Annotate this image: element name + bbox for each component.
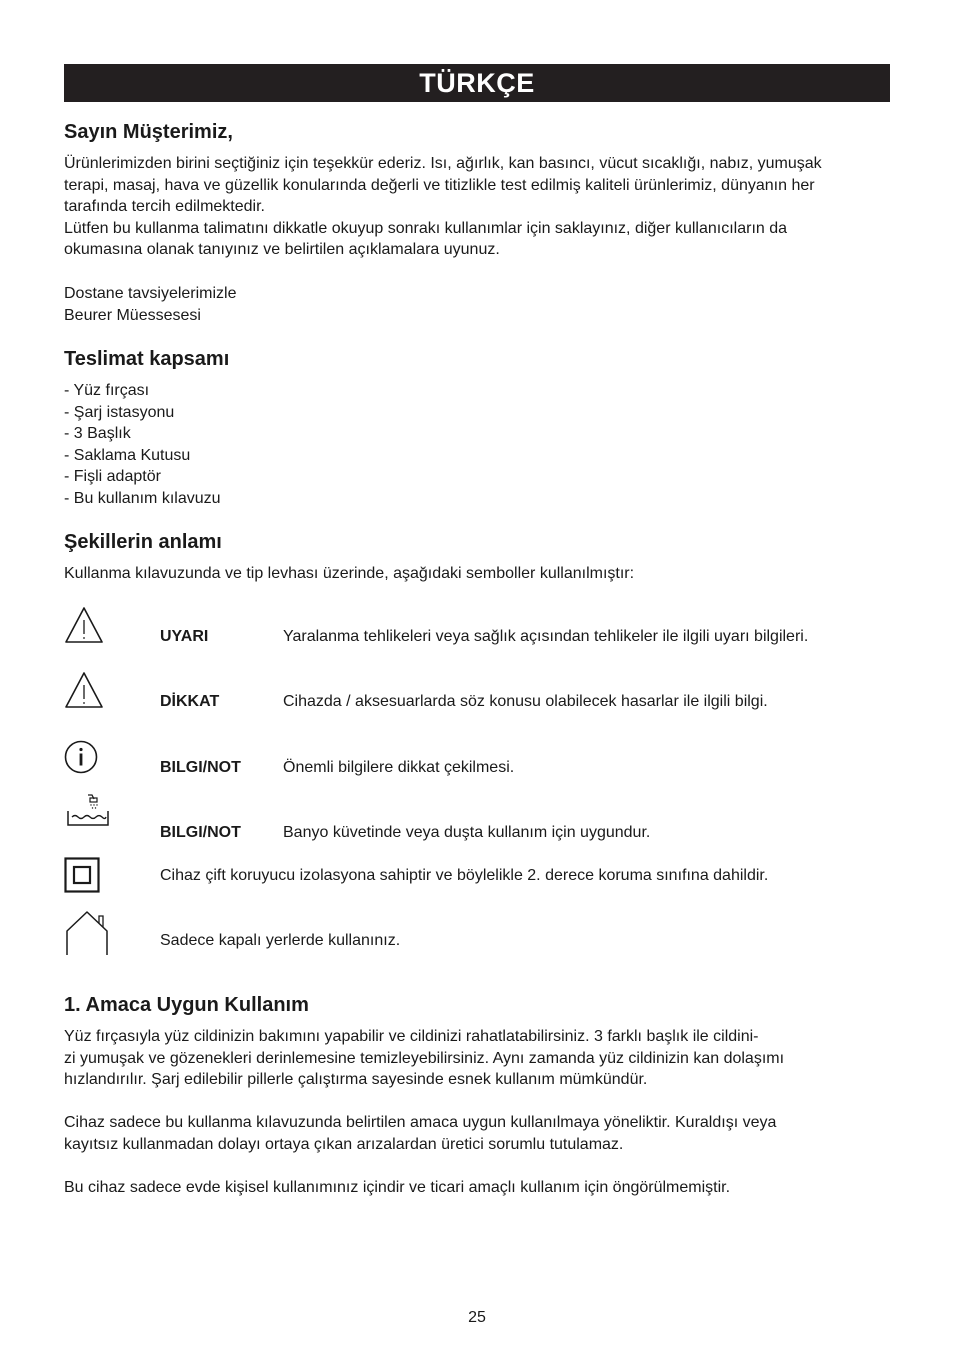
symbols-intro-text: Kullanma kılavuzunda ve tip levhası üzerinde, aşağıdaki semboller kullanılmıştır:: [64, 565, 635, 582]
closing-line: Dostane tavsiyelerimizle: [64, 285, 237, 302]
symbol-label: BILGI/NOT: [160, 759, 241, 776]
list-item: - Bu kullanım kılavuzu: [64, 489, 221, 507]
greeting-closing: [64, 283, 894, 326]
bath-shower-icon: [64, 793, 112, 829]
usage-paragraph-2: [64, 1112, 894, 1155]
info-icon: [64, 740, 98, 774]
greeting-heading: Sayın Müşterimiz,: [64, 121, 233, 143]
symbol-label: DİKKAT: [160, 693, 220, 710]
greeting-line: okumasına olanak tanıyınız ve belirtilen açıklamalara uyunuz.: [64, 241, 500, 259]
list-item: - Şarj istasyonu: [64, 403, 175, 421]
usage-line: zi yumuşak ve gözenekleri derinlemesine temizleyebilirsiniz. Aynı zamanda yüz cildinizin kan dolaşımı: [64, 1049, 785, 1067]
greeting-line: terapi, masaj, hava ve güzellik konularında değerli ve titizlikle test edilmiş kaliteli ürünlerimiz, dünyanın her: [64, 176, 815, 194]
usage-line: Yüz fırçasıyla yüz cildinizin bakımını yapabilir ve cildinizi rahatlatabilirsiniz. 3 farklı başlık ile cildini-: [64, 1028, 759, 1045]
language-title-bar: [64, 64, 890, 102]
greeting-paragraph: [64, 153, 894, 261]
delivery-heading: Teslimat kapsamı: [64, 348, 230, 370]
list-item: - 3 Başlık: [64, 425, 131, 443]
symbols-intro: [64, 563, 894, 585]
symbol-description: Cihazda / aksesuarlarda söz konusu olabilecek hasarlar ile ilgili bilgi.: [283, 693, 768, 710]
symbol-description: Yaralanma tehlikeleri veya sağlık açısından tehlikeler ile ilgili uyarı bilgileri.: [283, 628, 809, 645]
list-item: - Fişli adaptör: [64, 468, 161, 486]
language-title: TÜRKÇE: [419, 67, 535, 98]
usage-line: hızlandırılır. Şarj edilebilir pillerle çalıştırma sayesinde esnek kullanım mümkündür.: [64, 1071, 648, 1089]
usage-line: kayıtsız kullanmadan dolayı ortaya çıkan arızalardan üretici sorumlu tutulamaz.: [64, 1135, 624, 1153]
page-number: 25: [468, 1309, 486, 1326]
symbols-heading: Şekillerin anlamı: [64, 531, 222, 553]
caution-triangle-icon: [64, 670, 104, 710]
symbol-description: Cihaz çift koruyucu izolasyona sahiptir ve böylelikle 2. derece koruma sınıfına dahildir.: [160, 867, 769, 884]
double-insulation-icon: [64, 857, 100, 893]
symbol-description: Önemli bilgilere dikkat çekilmesi.: [283, 759, 515, 776]
greeting-line: Lütfen bu kullanma talimatını dikkatle okuyup sonrakı kullanımlar için saklayınız, diğer kullanıcıların da: [64, 219, 788, 237]
symbol-label: BILGI/NOT: [160, 824, 241, 841]
closing-line: Beurer Müessesesi: [64, 306, 201, 324]
usage-paragraph-1: [64, 1026, 894, 1091]
usage-paragraph-3: [64, 1177, 894, 1199]
warning-triangle-icon: [64, 605, 104, 645]
indoor-house-icon: [64, 909, 110, 957]
usage-heading: 1. Amaca Uygun Kullanım: [64, 994, 309, 1016]
list-item: - Yüz fırçası: [64, 382, 150, 399]
symbol-description: Banyo küvetinde veya duşta kullanım için uygundur.: [283, 824, 651, 841]
usage-line: Cihaz sadece bu kullanma kılavuzunda belirtilen amaca uygun kullanılmaya yöneliktir. Kuraldışı veya: [64, 1114, 777, 1131]
symbol-description: Sadece kapalı yerlerde kullanınız.: [160, 932, 401, 949]
symbol-label: UYARI: [160, 628, 209, 645]
greeting-line: Ürünlerimizden birini seçtiğiniz için teşekkür ederiz. Isı, ağırlık, kan basıncı, vücut sıcaklığı, nabız, yumuşak: [64, 155, 822, 172]
greeting-line: tarafında tercih edilmektedir.: [64, 198, 265, 216]
usage-line: Bu cihaz sadece evde kişisel kullanımınız içindir ve ticari amaçlı kullanım için öngörülmemiştir.: [64, 1179, 731, 1196]
list-item: - Saklama Kutusu: [64, 446, 191, 464]
delivery-list: [64, 380, 221, 510]
